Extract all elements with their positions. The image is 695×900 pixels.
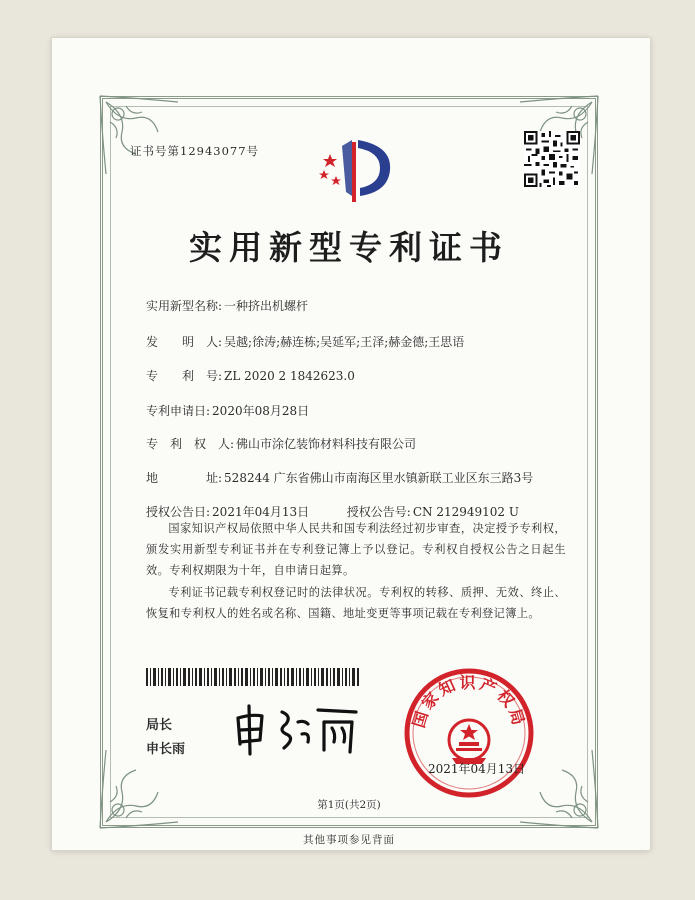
certificate-title: 实用新型专利证书	[189, 228, 509, 267]
field-label: 专 利 号:	[146, 369, 223, 383]
page-number: 第1页(共2页)	[317, 799, 381, 811]
field-value: 2020年08月28日	[212, 404, 310, 418]
field-inventors	[146, 333, 464, 350]
official-seal	[402, 666, 536, 800]
grant-statement-paragraph: 国家知识产权局依照中华人民共和国专利法经过初步审查，决定授予专利权，颁发实用新型专利证书并在专利登记簿上予以登记。专利权自授权公告之日起生效。专利权期限为十年，自申请日起算。	[146, 522, 566, 577]
field-value: 佛山市涂亿装饰材料科技有限公司	[236, 437, 417, 451]
grant-date: 2021年04月13日	[212, 505, 310, 519]
field-application-date	[146, 402, 309, 419]
field-label: 专 利 权 人:	[146, 437, 235, 451]
field-label: 授权公告日:	[146, 505, 211, 519]
field-value: 吴越;徐涛;赫连栋;吴延军;王泽;赫金德;王思语	[224, 335, 465, 349]
corner-ornament-bottom-left	[96, 746, 182, 832]
field-value: 一种挤出机螺杆	[224, 299, 309, 313]
footer-note: 其他事项参见背面	[303, 834, 395, 846]
field-patentee	[146, 435, 416, 452]
qr-code-icon	[524, 131, 580, 187]
seal-date: 2021年04月13日	[428, 762, 526, 776]
field-value: 528244 广东省佛山市南海区里水镇新联工业区东三路3号	[224, 471, 534, 485]
field-label: 授权公告号:	[346, 505, 411, 519]
barcode-icon	[146, 668, 360, 686]
certificate-number: 证书号第12943077号	[130, 144, 260, 158]
field-label: 发 明 人:	[146, 335, 223, 349]
director-title: 局长	[146, 718, 173, 733]
cnipa-logo-icon	[308, 132, 400, 206]
legal-status-paragraph: 专利证书记载专利权登记时的法律状况。专利权的转移、质押、无效、终止、恢复和专利权人的姓名或名称、国籍、地址变更等事项记载在专利登记簿上。	[146, 586, 566, 620]
field-label: 实用新型名称:	[146, 299, 223, 313]
director-signature	[232, 700, 362, 758]
field-address	[146, 469, 533, 486]
seal-text: 国家知识产权局	[408, 673, 530, 730]
director-name: 申长雨	[146, 742, 186, 757]
field-label: 专利申请日:	[146, 404, 211, 418]
corner-ornament-top-left	[96, 92, 182, 178]
field-label: 地 址:	[146, 471, 223, 485]
field-utility-model-name	[146, 297, 308, 314]
field-value: ZL 2020 2 1842623.0	[224, 369, 355, 383]
publication-number: CN 212949102 U	[412, 505, 519, 519]
field-patent-number	[146, 367, 355, 384]
